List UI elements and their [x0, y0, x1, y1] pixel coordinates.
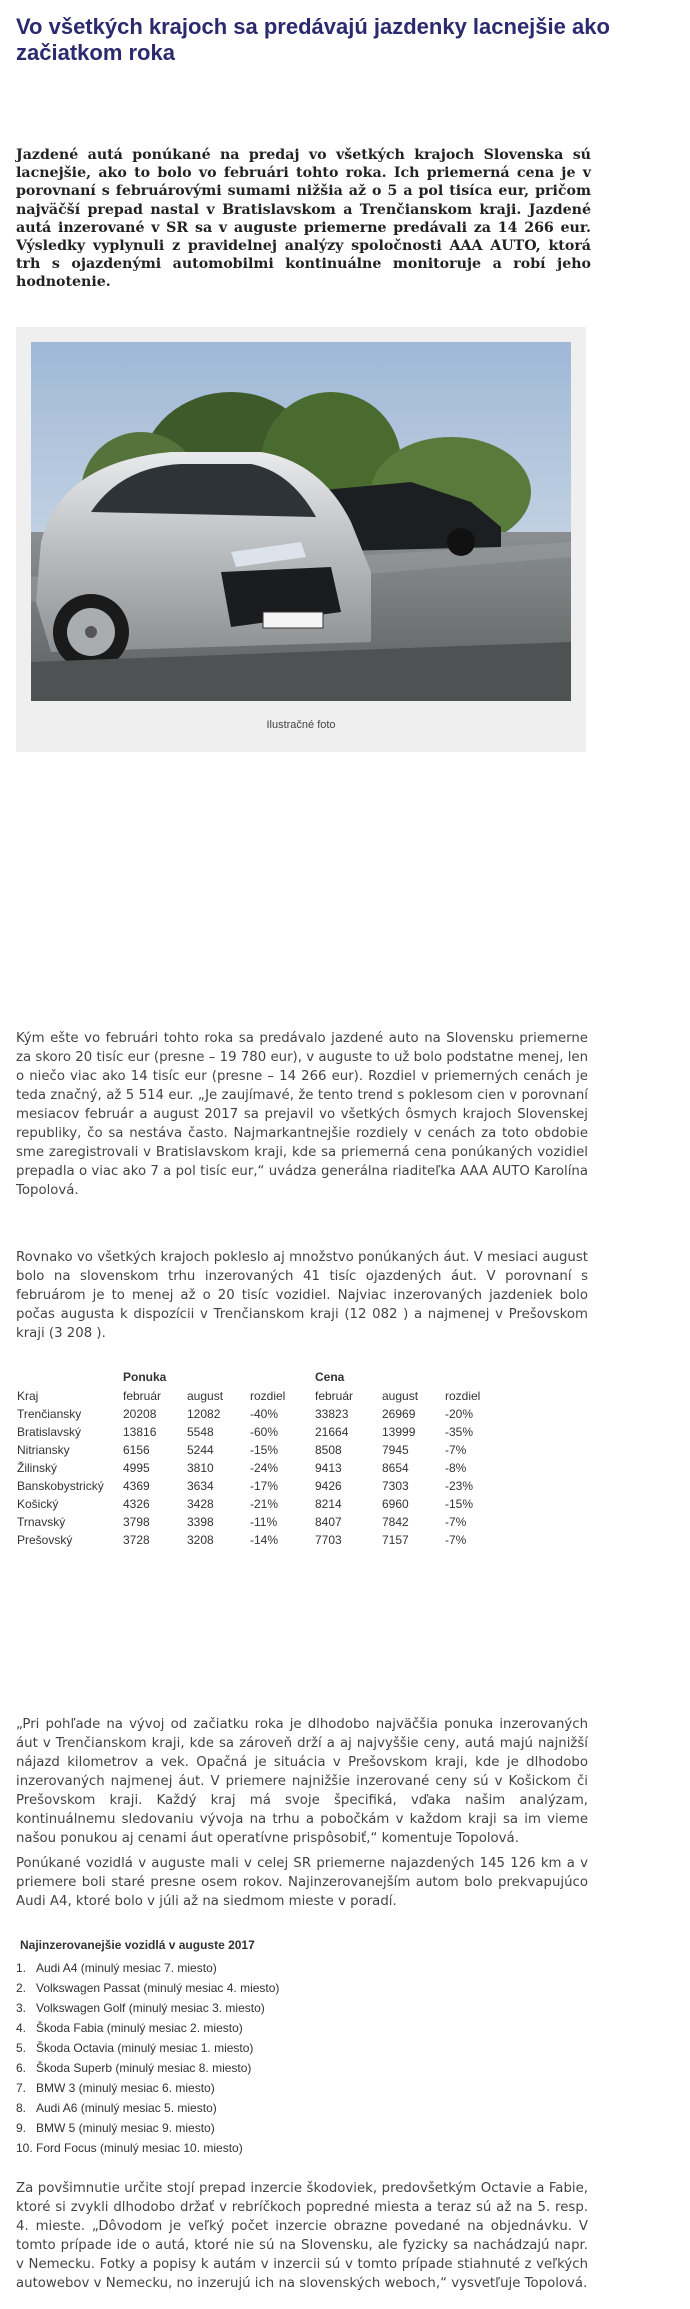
- table-cell: 9426: [315, 1479, 342, 1493]
- table-cell: 8508: [315, 1443, 342, 1457]
- table-row: [14, 1531, 500, 1549]
- table-cell: 12082: [187, 1407, 221, 1421]
- table-cell: 6960: [382, 1497, 409, 1511]
- column-header: august: [187, 1389, 224, 1403]
- list-text: Audi A6 (minulý mesiac 5. miesto): [36, 2101, 217, 2115]
- table-cell: 8654: [382, 1461, 409, 1475]
- table-cell: 8214: [315, 1497, 342, 1511]
- list-number: 8.: [16, 2101, 27, 2115]
- table-cell: -7%: [445, 1515, 467, 1529]
- table-cell: -8%: [445, 1461, 467, 1475]
- table-cell: -20%: [445, 1407, 474, 1421]
- table-cell: 4326: [123, 1497, 150, 1511]
- list-number: 3.: [16, 2001, 27, 2015]
- image-caption: Ilustračné foto: [266, 719, 336, 731]
- list-item: [16, 1958, 279, 1978]
- list-number: 9.: [16, 2121, 27, 2135]
- table-cell: 3798: [123, 1515, 150, 1529]
- list-item: [16, 1998, 279, 2018]
- table-row: [14, 1495, 500, 1513]
- table-cell: -21%: [250, 1497, 279, 1511]
- table-cell: 7945: [382, 1443, 409, 1457]
- list-text: Škoda Superb (minulý mesiac 8. miesto): [36, 2061, 252, 2075]
- table-cell: 33823: [315, 1407, 349, 1421]
- table-cell: 7842: [382, 1515, 409, 1529]
- list-number: 10.: [16, 2141, 33, 2155]
- table-cell: -35%: [445, 1425, 474, 1439]
- list-item: [16, 2058, 279, 2078]
- table-cell: 3810: [187, 1461, 214, 1475]
- table-cell: -60%: [250, 1425, 279, 1439]
- table-cell: -15%: [250, 1443, 279, 1457]
- table-row: [14, 1405, 500, 1423]
- table-cell: -7%: [445, 1533, 467, 1547]
- list-item: [16, 2078, 279, 2098]
- car-photo: [31, 342, 571, 701]
- table-cell: 7303: [382, 1479, 409, 1493]
- list-text: Škoda Octavia (minulý mesiac 1. miesto): [36, 2041, 254, 2055]
- table-row: [14, 1423, 500, 1441]
- list-number: 7.: [16, 2081, 27, 2095]
- table-cell: 20208: [123, 1407, 157, 1421]
- list-item: [16, 2138, 279, 2158]
- table-row: [14, 1477, 500, 1495]
- table-cell: 13999: [382, 1425, 416, 1439]
- toplist: [16, 1958, 279, 2158]
- table-row: [14, 1513, 500, 1531]
- article-paragraph: Za povšimnutie určite stojí prepad inzercie škodoviek, predovšetkým Octavie a Fabie, ktoré si zvykli dlhodobo držať v rebríčkoch popredné miesta a teraz sú až na 5. resp. 4. mieste. „Dôvodom je veľký počet inzercie obrazne povedané na objednávku. V tomto prípade ide o autá, ktoré nie sú na Slovensku, ale fyzicky sa nachádzajú napr. v Nemecku. Fotky a popisy k autám v inzercii sú v tomto prípade stiahnuté z veľkých autowebov v Nemecku, no inzerujú ich na slovenských weboch,“ vysvetľuje Topolová.: [16, 2181, 588, 2291]
- table-cell: Prešovský: [17, 1533, 73, 1547]
- article-lead: Jazdené autá ponúkané na predaj vo všetkých krajoch Slovenska sú lacnejšie, ako to bolo vo februári tohto roka. Ich priemerná cena je v porovnaní s februárovými sumami nižšia až o 5 a pol tisíca eur, pričom najväčší prepad nastal v Bratislavskom a Trenčianskom kraji. Jazdené autá inzerované v SR sa v auguste priemerne predávali za 14 266 eur. Výsledky vyplynuli z pravidelnej analýzy spoločnosti AAA AUTO, ktorá trh s ojazdenými automobilmi kontinuálne monitoruje a robí jeho hodnotenie.: [16, 147, 591, 291]
- table-group-row: [14, 1367, 500, 1387]
- list-number: 6.: [16, 2061, 27, 2075]
- group-price-label: Cena: [315, 1370, 345, 1384]
- list-number: 5.: [16, 2041, 27, 2055]
- table-cell: Košický: [17, 1497, 59, 1511]
- table-cell: -17%: [250, 1479, 279, 1493]
- list-text: BMW 5 (minulý mesiac 9. miesto): [36, 2121, 215, 2135]
- table-cell: 7703: [315, 1533, 342, 1547]
- table-cell: 3398: [187, 1515, 214, 1529]
- group-supply-label: Ponuka: [123, 1370, 167, 1384]
- table-cell: -15%: [445, 1497, 474, 1511]
- article-paragraph: Kým ešte vo februári tohto roka sa predávalo jazdené auto na Slovensku priemerne za skoro 20 tisíc eur (presne – 19 780 eur), v auguste to už bolo podstatne menej, len o niečo viac ako 14 tisíc eur (presne – 14 266 eur). Rozdiel v priemerných cenách je teda značný, až 5 514 eur. „Je zaujímavé, že tento trend s poklesom cien v porovnaní mesiacov február a august 2017 sa prejavil vo všetkých ôsmych krajoch Slovenskej republiky, čo sa nestáva často. Najmarkantnejšie rozdiely v cenách za toto obdobie sme zaregistrovali v Bratislavskom kraji, kde sa priemerná cena ponúkaných vozidiel prepadla o viac ako 7 a pol tisíc eur,“ uvádza generálna riaditeľka AAA AUTO Karolína Topolová.: [16, 1031, 588, 1198]
- table-cell: Banskobystrický: [17, 1479, 104, 1493]
- table-cell: -23%: [445, 1479, 474, 1493]
- list-item: [16, 1978, 279, 1998]
- list-number: 4.: [16, 2021, 27, 2035]
- list-item: [16, 2018, 279, 2038]
- table-cell: -40%: [250, 1407, 279, 1421]
- list-text: Ford Focus (minulý mesiac 10. miesto): [36, 2141, 243, 2155]
- list-text: Volkswagen Golf (minulý mesiac 3. miesto): [36, 2001, 265, 2015]
- table-cell: 5244: [187, 1443, 214, 1457]
- list-item: [16, 2038, 279, 2058]
- table-cell: Nitriansky: [17, 1443, 70, 1457]
- table-cell: Bratislavský: [17, 1425, 82, 1439]
- table-cell: 5548: [187, 1425, 214, 1439]
- table-row: [14, 1459, 500, 1477]
- list-item: [16, 2118, 279, 2138]
- table-cell: 6156: [123, 1443, 150, 1457]
- list-text: BMW 3 (minulý mesiac 6. miesto): [36, 2081, 215, 2095]
- list-item: [16, 2098, 279, 2118]
- table-cell: 21664: [315, 1425, 349, 1439]
- column-header: august: [382, 1389, 419, 1403]
- column-header: február: [315, 1389, 354, 1403]
- table-cell: -14%: [250, 1533, 279, 1547]
- table-cell: Trnavský: [17, 1515, 66, 1529]
- article-paragraph: Rovnako vo všetkých krajoch pokleslo aj množstvo ponúkaných áut. V mesiaci august bolo na slovenskom trhu inzerovaných 41 tisíc ojazdených áut. V porovnaní s februárom je to menej až o 20 tisíc vozidiel. Najviac inzerovaných jazdeniek bolo počas augusta k dispozícii v Trenčianskom kraji (12 082 ) a najmenej v Prešovskom kraji (3 208 ).: [16, 1250, 588, 1341]
- column-header: február: [123, 1389, 162, 1403]
- column-header: rozdiel: [445, 1389, 481, 1403]
- table-cell: Žilinský: [17, 1461, 58, 1475]
- table-cell: 26969: [382, 1407, 416, 1421]
- column-header: Kraj: [17, 1389, 39, 1403]
- list-text: Škoda Fabia (minulý mesiac 2. miesto): [36, 2021, 243, 2035]
- table-cell: 8407: [315, 1515, 342, 1529]
- table-cell: 7157: [382, 1533, 409, 1547]
- table-cell: -7%: [445, 1443, 467, 1457]
- table-cell: -11%: [250, 1515, 278, 1529]
- column-header: rozdiel: [250, 1389, 286, 1403]
- list-text: Audi A4 (minulý mesiac 7. miesto): [36, 1961, 217, 1975]
- table-header-row: [14, 1387, 500, 1405]
- article-headline: Vo všetkých krajoch sa predávajú jazdenky lacnejšie ako začiatkom roka: [16, 14, 610, 65]
- table-cell: 3428: [187, 1497, 214, 1511]
- list-number: 1.: [16, 1961, 27, 1975]
- table-cell: 9413: [315, 1461, 342, 1475]
- table-cell: 3634: [187, 1479, 214, 1493]
- table-cell: Trenčiansky: [17, 1407, 82, 1421]
- table-cell: 3208: [187, 1533, 214, 1547]
- table-cell: 4369: [123, 1479, 150, 1493]
- table-row: [14, 1441, 500, 1459]
- regional-price-table: [14, 1367, 500, 1549]
- table-cell: -24%: [250, 1461, 279, 1475]
- article-figure: [16, 327, 586, 752]
- list-number: 2.: [16, 1981, 27, 1995]
- table-cell: 4995: [123, 1461, 150, 1475]
- article-paragraph: Ponúkané vozidlá v auguste mali v celej SR priemerne najazdených 145 126 km a v priemere boli staré presne osem rokov. Najinzerovanejším autom bolo prekvapujúco Audi A4, ktoré bolo v júli až na siedmom mieste v poradí.: [16, 1856, 588, 1909]
- list-text: Volkswagen Passat (minulý mesiac 4. miesto): [36, 1981, 280, 1995]
- table-cell: 13816: [123, 1425, 157, 1439]
- article-paragraph: „Pri pohľade na vývoj od začiatku roka je dlhodobo najväčšia ponuka inzerovaných áut v Trenčianskom kraji, kde sa zároveň drží a aj najvyššie ceny, autá majú najnižší nájazd kilometrov a vek. Opačná je situácia v Prešovskom kraji, kde je dlhodobo inzerovaných najmenej áut. V priemere najnižšie inzerované ceny sú v Košickom či Prešovskom kraji. Každý kraj má svoje špecifiká, vďaka našim analýzam, kontinuálnemu sledovaniu vývoja na trhu a pobočkám v každom kraji sa im vieme našou ponukou aj cenami áut operatívne prispôsobiť,“ komentuje Topolová.: [16, 1717, 588, 1846]
- toplist-title: Najinzerovanejšie vozidlá v auguste 2017: [20, 1938, 255, 1952]
- table-cell: 3728: [123, 1533, 150, 1547]
